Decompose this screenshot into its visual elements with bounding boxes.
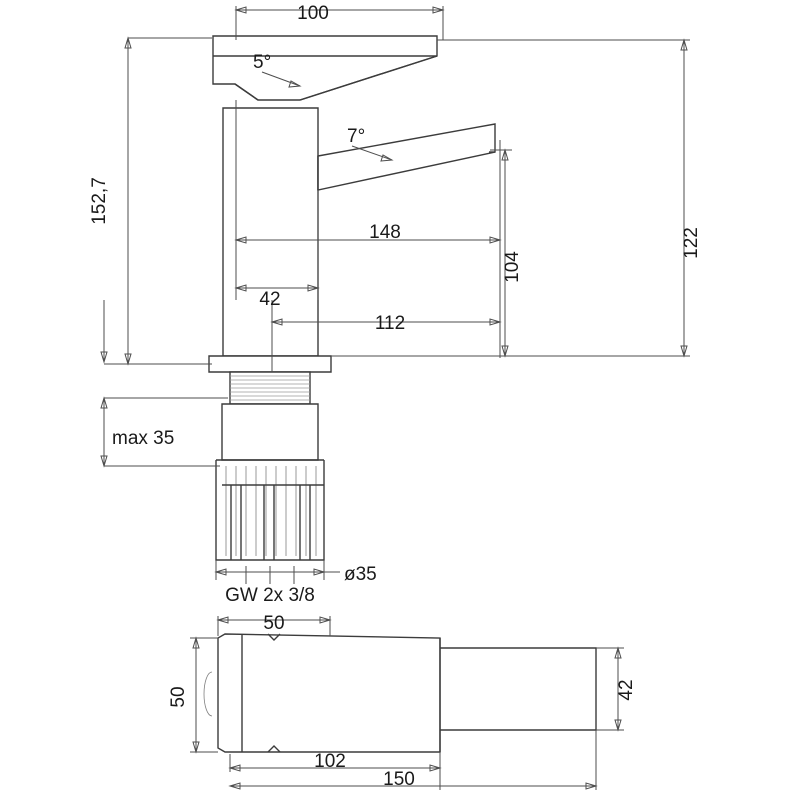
dim-spout-height: 104 bbox=[502, 251, 523, 283]
dim-spout-offset: 112 bbox=[374, 313, 406, 334]
front-view-dimensions bbox=[101, 6, 690, 584]
front-view-geometry bbox=[209, 36, 495, 560]
dim-max-thickness: max 35 bbox=[112, 428, 175, 449]
dim-thread-spec: GW 2x 3/8 bbox=[225, 585, 315, 606]
dim-body-height: 122 bbox=[681, 227, 702, 259]
dim-plan-total-length: 150 bbox=[383, 769, 415, 790]
dim-plan-body-depth: 50 bbox=[168, 686, 189, 708]
dim-top-width: 100 bbox=[297, 3, 329, 24]
dim-plan-body-width: 50 bbox=[263, 613, 285, 634]
dim-spout-angle: 7° bbox=[347, 126, 366, 147]
dim-lever-angle: 5° bbox=[253, 52, 272, 73]
dim-body-depth: 42 bbox=[259, 289, 281, 310]
dim-plan-spout-width: 42 bbox=[616, 679, 637, 701]
top-view-geometry bbox=[204, 634, 596, 752]
dim-spout-reach: 148 bbox=[369, 222, 401, 243]
dim-total-height: 152,7 bbox=[89, 177, 110, 225]
dim-thread-diameter: ø35 bbox=[344, 564, 377, 585]
dim-plan-inner-length: 102 bbox=[314, 751, 346, 772]
